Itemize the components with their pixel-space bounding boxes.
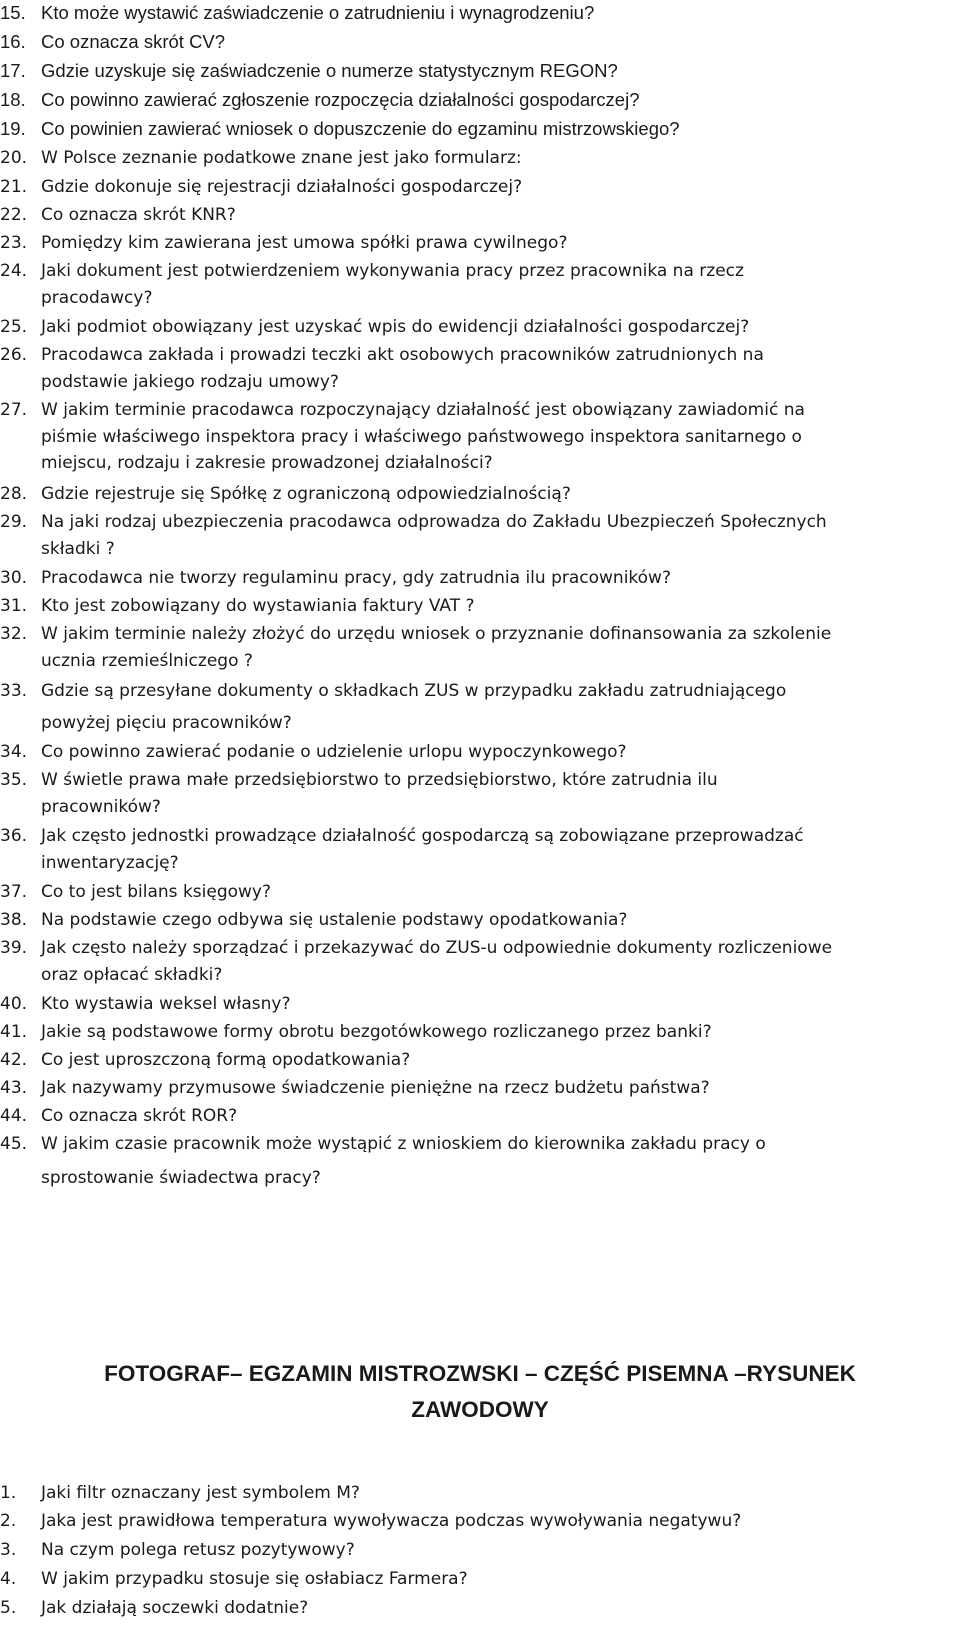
question-text: Jakie są podstawowe formy obrotu bezgotówkowego rozliczanego przez banki? — [41, 1022, 712, 1042]
question-text: Co powinno zawierać podanie o udzielenie urlopu wypoczynkowego? — [41, 742, 627, 762]
question-number: 26. — [0, 345, 28, 365]
section-heading-line: FOTOGRAF– EGZAMIN MISTROZWSKI – CZĘŚĆ PISEMNA –RYSUNEK — [104, 1361, 856, 1386]
question-text — [41, 342, 960, 395]
question-text: Jaki podmiot obowiązany jest uzyskać wpis do ewidencji działalności gospodarczej? — [41, 317, 750, 337]
question-text-line: sprostowanie świadectwa pracy? — [41, 1167, 321, 1188]
question-text-line: Jaki dokument jest potwierdzeniem wykonywania pracy przez pracownika na rzecz — [41, 261, 744, 281]
question-text: Gdzie dokonuje się rejestracji działalności gospodarczej? — [41, 177, 523, 197]
question-text: Gdzie uzyskuje się zaświadczenie o numerze statystycznym REGON? — [41, 60, 618, 81]
question-number: 19. — [0, 118, 26, 139]
section-heading-line: ZAWODOWY — [411, 1397, 549, 1422]
question-text-line: inwentaryzację? — [41, 852, 179, 873]
question-text-line: Gdzie są przesyłane dokumenty o składkach ZUS w przypadku zakładu zatrudniającego — [41, 681, 787, 701]
question-text: W Polsce zeznanie podatkowe znane jest jako formularz: — [41, 148, 522, 168]
question-text: Co powinien zawierać wniosek o dopuszczenie do egzaminu mistrzowskiego? — [41, 118, 680, 139]
question-text-line: pracodawcy? — [41, 287, 153, 308]
question-text: Kto jest zobowiązany do wystawiania faktury VAT ? — [41, 596, 475, 616]
question-number: 44. — [0, 1106, 28, 1126]
question-text: Co powinno zawierać zgłoszenie rozpoczęcia działalności gospodarczej? — [41, 89, 640, 110]
question-text — [41, 823, 960, 876]
question-text-line: Jak często jednostki prowadzące działalność gospodarczą są zobowiązane przeprowadzać — [41, 826, 804, 846]
question-number: 42. — [0, 1050, 28, 1070]
question-text-line: Na jaki rodzaj ubezpieczenia pracodawca odprowadza do Zakładu Ubezpieczeń Społecznych — [41, 512, 827, 532]
question-text-line: W jakim terminie należy złożyć do urzędu wniosek o przyznanie dofinansowania za szkolenie — [41, 624, 832, 644]
question-text-line: miejscu, rodzaju i zakresie prowadzonej działalności? — [41, 453, 493, 473]
question-text-line: Jak często należy sporządzać i przekazywać do ZUS-u odpowiednie dokumenty rozliczeniowe — [41, 938, 833, 958]
question-number: 35. — [0, 770, 28, 790]
question-number: 39. — [0, 938, 28, 958]
question-text-line: piśmie właściwego inspektora pracy i właściwego państwowego inspektora sanitarnego o — [41, 426, 802, 447]
question-text — [41, 678, 960, 736]
question-text: Co oznacza skrót KNR? — [41, 205, 236, 225]
question-text: Co oznacza skrót CV? — [41, 31, 226, 52]
question-text: Na czym polega retusz pozytywowy? — [41, 1540, 355, 1560]
question-number: 40. — [0, 994, 28, 1014]
question-text: Jaki filtr oznaczany jest symbolem M? — [41, 1483, 360, 1503]
question-text: Kto może wystawić zaświadczenie o zatrudnieniu i wynagrodzeniu? — [41, 2, 595, 23]
question-number: 22. — [0, 205, 28, 225]
question-text: Kto wystawia weksel własny? — [41, 994, 291, 1014]
question-number: 17. — [0, 60, 26, 81]
question-text: Jak działają soczewki dodatnie? — [41, 1598, 309, 1618]
question-text-line: oraz opłacać składki? — [41, 964, 223, 985]
question-text — [41, 767, 960, 820]
question-number: 33. — [0, 681, 28, 701]
question-number: 45. — [0, 1134, 28, 1154]
question-text: Co to jest bilans księgowy? — [41, 882, 272, 902]
question-text: Pomiędzy kim zawierana jest umowa spółki prawa cywilnego? — [41, 233, 568, 253]
question-number: 4. — [0, 1569, 17, 1589]
question-number: 18. — [0, 89, 26, 110]
question-text-line: powyżej pięciu pracowników? — [41, 712, 292, 733]
question-number: 3. — [0, 1540, 17, 1560]
question-text: Jaka jest prawidłowa temperatura wywoływacza podczas wywoływania negatywu? — [41, 1511, 742, 1531]
question-text-line: Pracodawca zakłada i prowadzi teczki akt osobowych pracowników zatrudnionych na — [41, 345, 764, 365]
question-text — [41, 397, 960, 477]
question-text-line: pracowników? — [41, 796, 161, 817]
question-text — [41, 258, 960, 311]
question-number: 1. — [0, 1483, 17, 1503]
question-text: Jak nazywamy przymusowe świadczenie pieniężne na rzecz budżetu państwa? — [41, 1078, 710, 1098]
question-text: Co jest uproszczoną formą opodatkowania? — [41, 1050, 411, 1070]
question-number: 25. — [0, 317, 28, 337]
question-number: 21. — [0, 177, 28, 197]
question-number: 2. — [0, 1511, 17, 1531]
question-number: 32. — [0, 624, 28, 644]
question-number: 16. — [0, 31, 26, 52]
question-text-line: W jakim czasie pracownik może wystąpić z wnioskiem do kierownika zakładu pracy o — [41, 1134, 766, 1154]
question-text: Co oznacza skrót ROR? — [41, 1106, 238, 1126]
question-number: 34. — [0, 742, 28, 762]
question-text-line: ucznia rzemieślniczego ? — [41, 650, 253, 671]
question-number: 29. — [0, 512, 28, 532]
question-number: 27. — [0, 400, 28, 420]
question-number: 23. — [0, 233, 28, 253]
question-number: 36. — [0, 826, 28, 846]
question-text: W jakim przypadku stosuje się osłabiacz Farmera? — [41, 1569, 468, 1589]
question-text — [41, 509, 960, 562]
question-text — [41, 621, 960, 674]
question-number: 5. — [0, 1598, 17, 1618]
question-text-line: W świetle prawa małe przedsiębiorstwo to przedsiębiorstwo, które zatrudnia ilu — [41, 770, 718, 790]
question-number: 38. — [0, 910, 28, 930]
section-heading — [0, 1356, 960, 1428]
question-text: Gdzie rejestruje się Spółkę z ograniczoną odpowiedzialnością? — [41, 484, 571, 504]
question-text — [41, 1131, 960, 1191]
question-text-line: W jakim terminie pracodawca rozpoczynający działalność jest obowiązany zawiadomić na — [41, 400, 805, 420]
question-text: Pracodawca nie tworzy regulaminu pracy, gdy zatrudnia ilu pracowników? — [41, 568, 671, 588]
question-number: 31. — [0, 596, 28, 616]
question-number: 37. — [0, 882, 28, 902]
question-number: 43. — [0, 1078, 28, 1098]
question-number: 28. — [0, 484, 28, 504]
question-number: 20. — [0, 148, 28, 168]
question-text: Na podstawie czego odbywa się ustalenie podstawy opodatkowania? — [41, 910, 628, 930]
question-text-line: podstawie jakiego rodzaju umowy? — [41, 371, 339, 392]
question-number: 24. — [0, 261, 28, 281]
question-number: 41. — [0, 1022, 28, 1042]
question-number: 15. — [0, 2, 26, 23]
question-number: 30. — [0, 568, 28, 588]
question-text — [41, 935, 960, 988]
question-text-line: składki ? — [41, 538, 115, 559]
